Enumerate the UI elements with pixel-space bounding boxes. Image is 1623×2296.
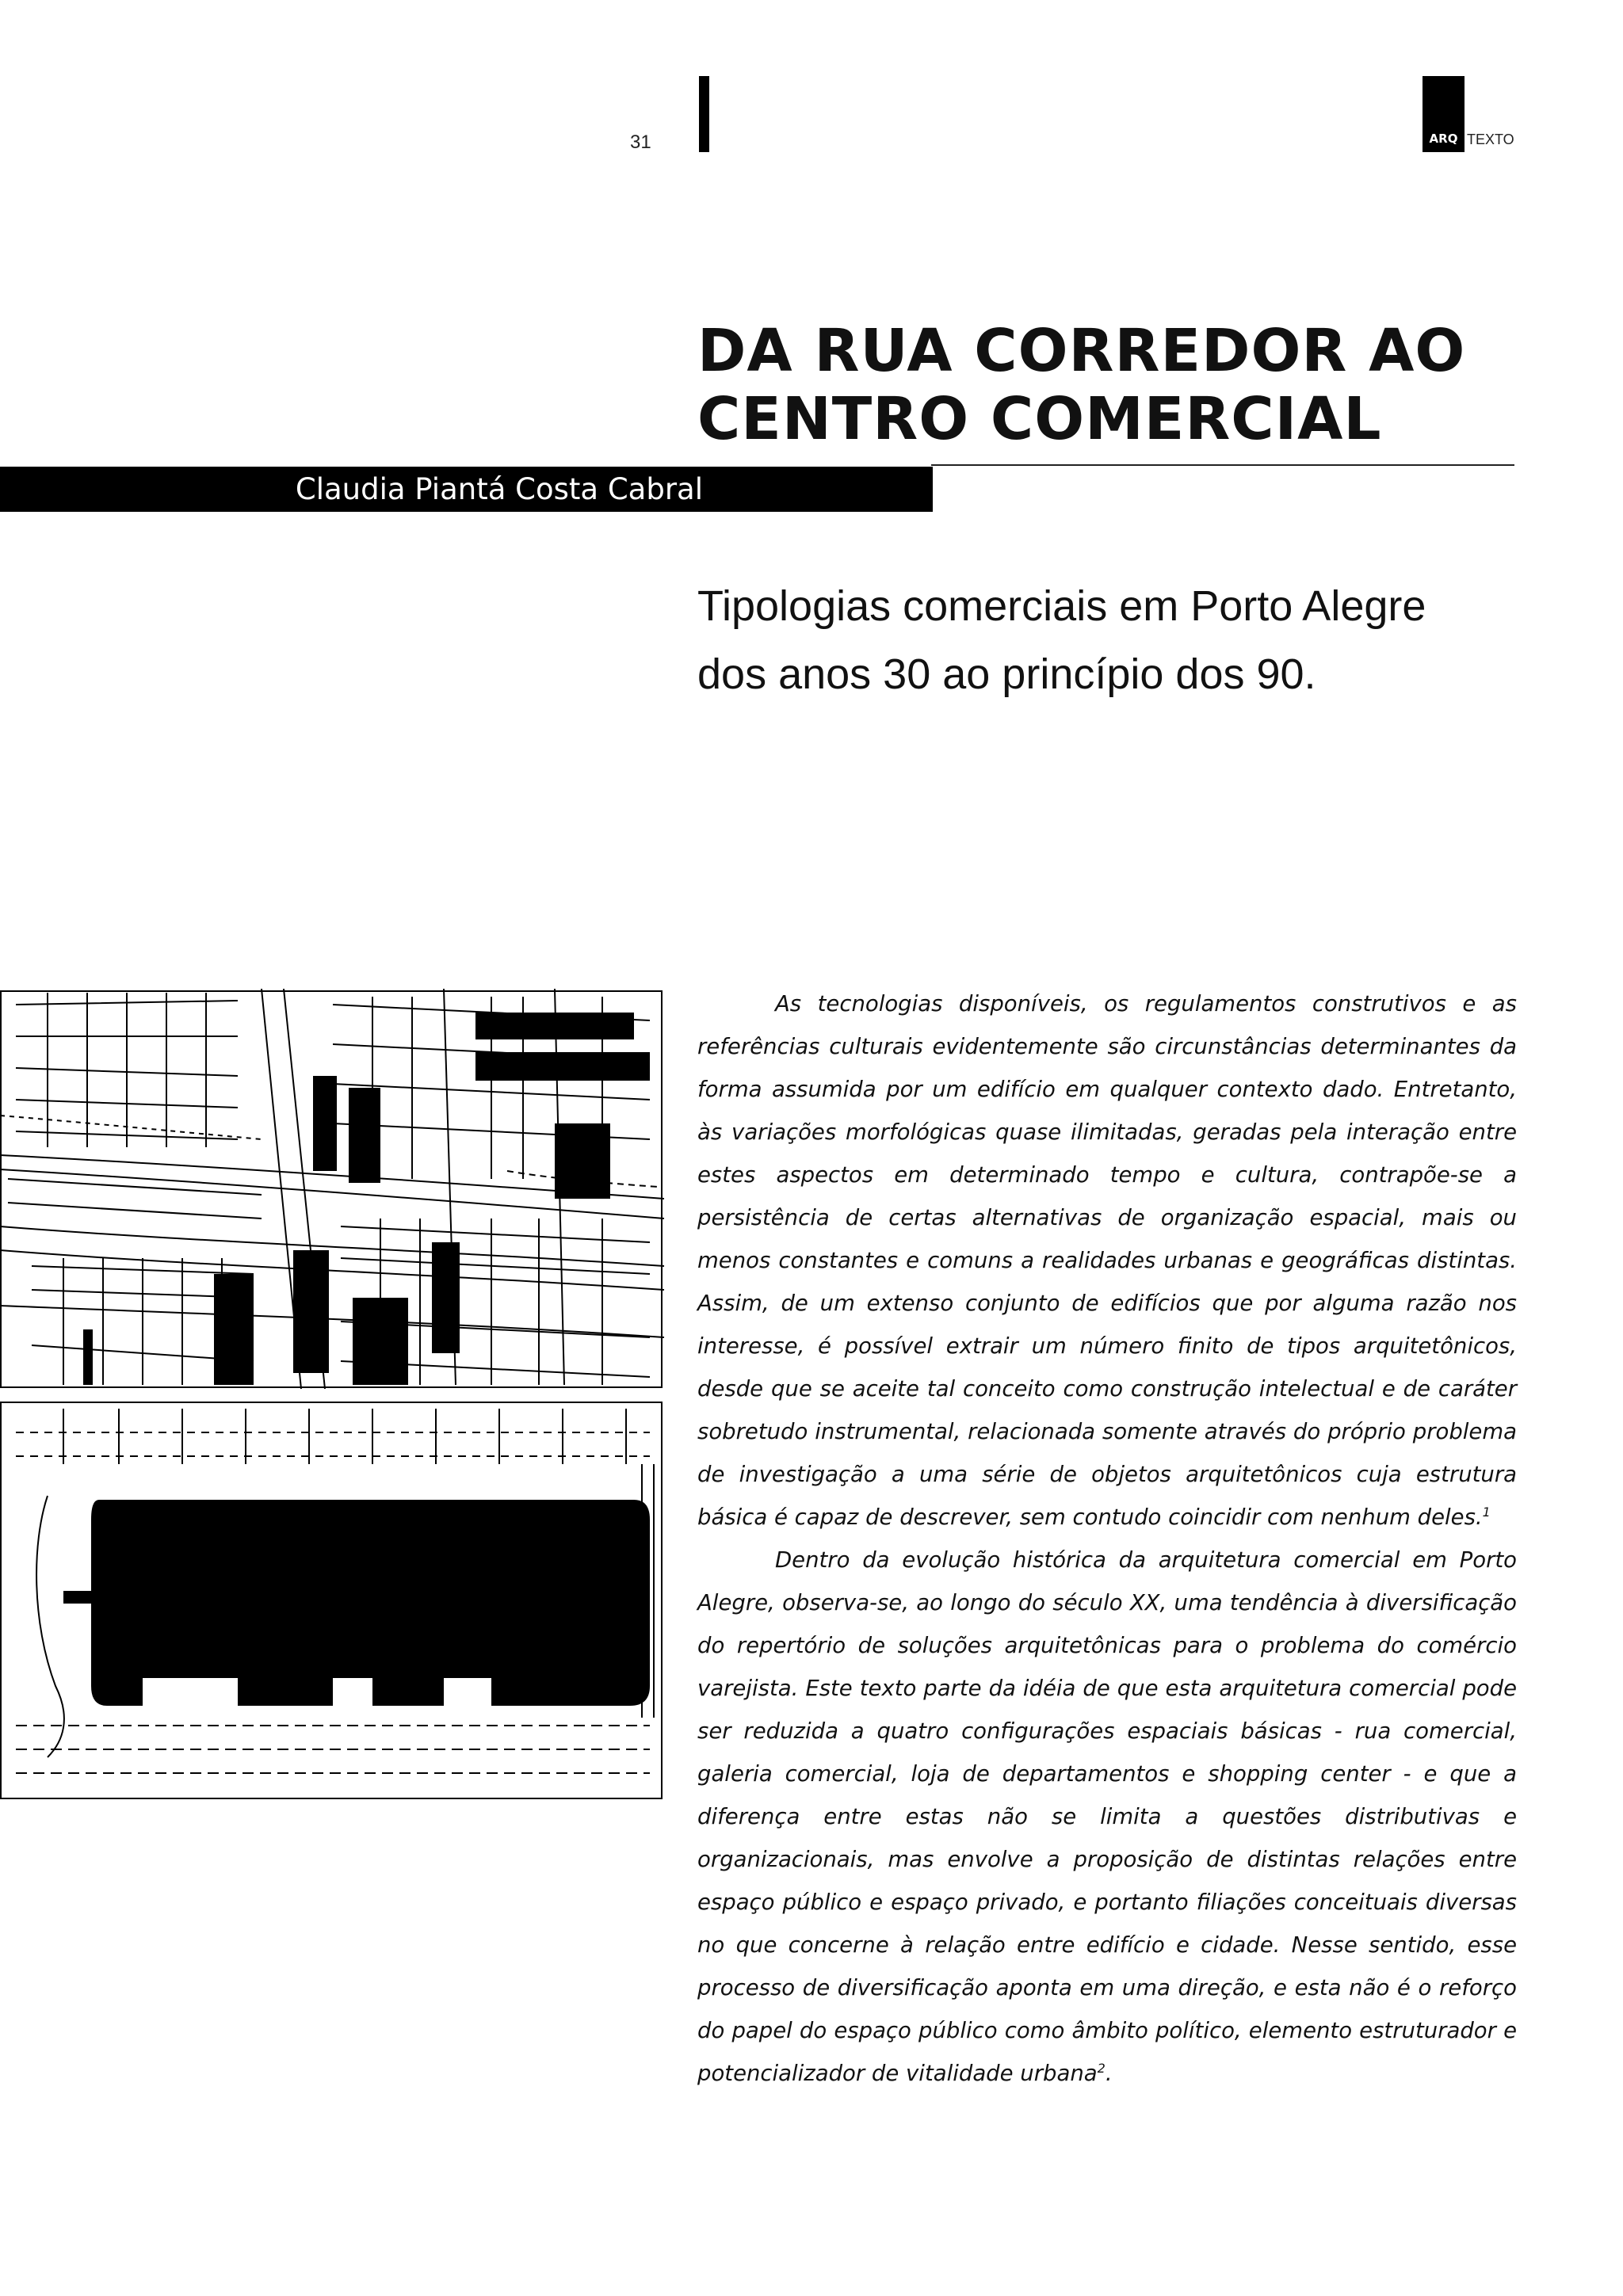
- title-rule: [931, 464, 1514, 466]
- urban-plan-drawing: [0, 989, 666, 1805]
- article-title: DA RUA CORREDOR AO CENTRO COMERCIAL: [697, 317, 1466, 453]
- footnote-ref-1[interactable]: 1: [1482, 1504, 1491, 1520]
- header-rule: [699, 76, 709, 152]
- brand-arq: ARQ: [1429, 132, 1458, 146]
- author-bar: [0, 467, 933, 512]
- paragraph-1: [697, 982, 1517, 1539]
- paragraph-2-end: .: [1105, 2061, 1113, 2086]
- paragraph-1-text: As tecnologias disponíveis, os regulamentos construtivos e as referências culturais evidentemente são circunstâncias determinantes da forma assumida por um edifício em qualquer contexto dado. Entretanto, às variações morfológicas quase ilimitadas, geradas pela interação entre estes aspectos em determinado tempo e cultura, contrapõe-se a persistência de certas alternativas de organização espacial, mais ou menos constantes e comuns a realidades urbanas e geográficas distintas. Assim, de um extenso conjunto de edifícios que por alguma razão nos interesse, é possível extrair um número finito de tipos arquitetônicos, desde que se aceite tal conceito como construção intelectual e de caráter sobretudo instrumental, relacionada somente através do próprio problema de investigação a uma série de objetos arquitetônicos cuja estrutura básica é capaz de descrever, sem contudo coincidir com nenhum deles.: [697, 991, 1517, 1530]
- brand-texto: TEXTO: [1467, 132, 1514, 147]
- page-number: 31: [630, 132, 651, 153]
- subtitle-line-2: dos anos 30 ao princípio dos 90.: [697, 650, 1316, 698]
- paragraph-2-text: Dentro da evolução histórica da arquitetura comercial em Porto Alegre, observa-se, ao longo do século XX, uma tendência à diversificação do repertório de soluções arquitetônicas para o problema do comércio varejista. Este texto parte da idéia de que esta arquitetura comercial pode ser reduzida a quatro configurações espaciais básicas - rua comercial, galeria comercial, loja de departamentos e shopping center - e que a diferença entre estas não se limita a questões distributivas e organizacionais, mas envolve a proposição de distintas relações entre espaço público e espaço privado, e portanto filiações conceituais diversas no que concerne à relação entre edifício e cidade. Nesse sentido, esse processo de diversificação aponta em uma direção, e esta não é o reforço do papel do espaço público como âmbito político, elemento estruturador e potencializador de vitalidade urbana: [697, 1547, 1517, 2086]
- paragraph-2: [697, 1539, 1517, 2095]
- author-name: Claudia Piantá Costa Cabral: [295, 472, 703, 506]
- article-body: [697, 982, 1517, 2095]
- footnote-ref-2[interactable]: 2: [1097, 2060, 1106, 2076]
- urban-plan-figure: [0, 989, 666, 1808]
- article-subtitle: [697, 572, 1529, 708]
- subtitle-line-1: Tipologias comerciais em Porto Alegre: [697, 582, 1426, 630]
